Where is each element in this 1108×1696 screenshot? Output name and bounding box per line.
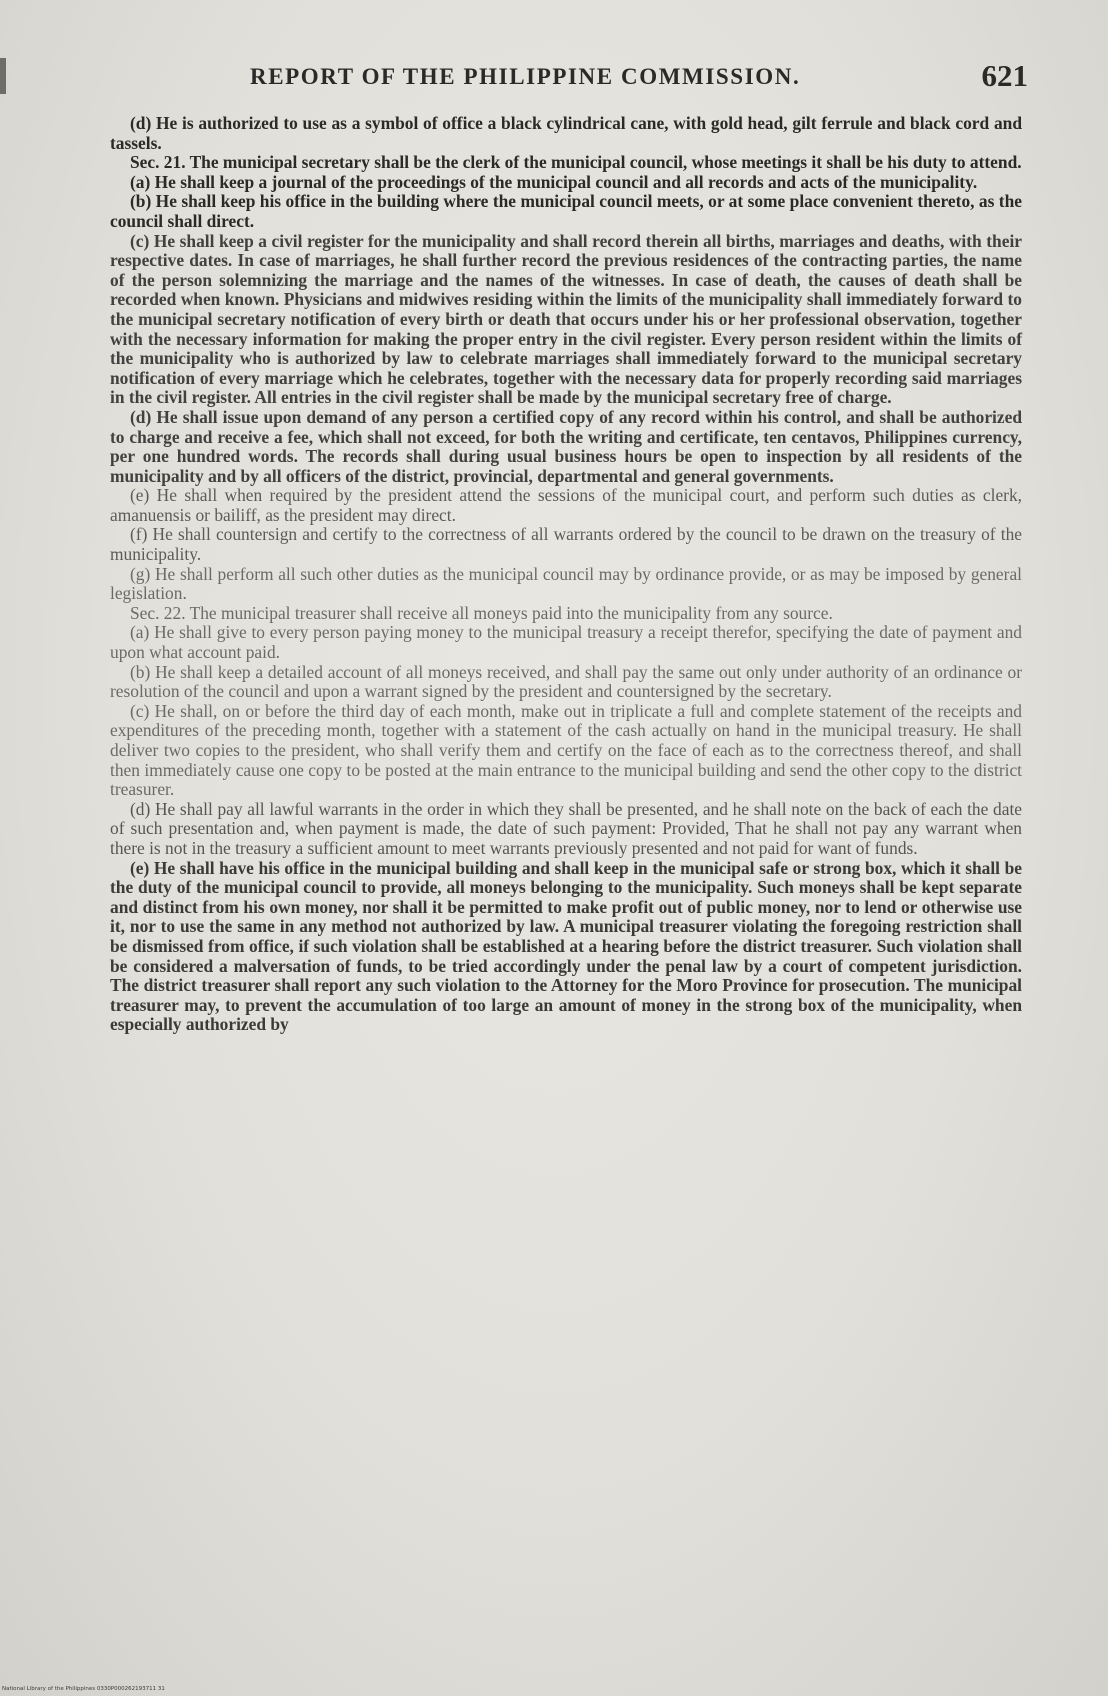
paragraph: (a) He shall give to every person paying money to the municipal treasury a receipt therefor, specifying the date of payment and upon what account paid. bbox=[110, 622, 1022, 663]
paragraph: Sec. 22. The municipal treasurer shall receive all moneys paid into the municipality from any source. bbox=[130, 602, 833, 623]
page-header bbox=[110, 58, 1030, 100]
paragraph: (d) He is authorized to use as a symbol of office a black cylindrical cane, with gold head, gilt ferrule and black cord and tassels. bbox=[110, 113, 1022, 153]
paragraph: Sec. 21. The municipal secretary shall be the clerk of the municipal council, whose meetings it shall be his duty to attend. bbox=[130, 152, 1022, 173]
body-text bbox=[110, 114, 1022, 1035]
paragraph: (c) He shall, on or before the third day of each month, make out in triplicate a full and complete statement of the receipts and expenditures of the preceding month, together with a statement of the cash actually on hand in the municipal treasury. He shall deliver two copies to the president, who shall verify them and certify on the face of each as to the correctness thereof, and shall then immediately cause one copy to be posted at the main entrance to the municipal building and send the other copy to the district treasurer. bbox=[110, 700, 1022, 800]
paragraph: (b) He shall keep his office in the building where the municipal council meets, or at some place convenient thereto, as the council shall direct. bbox=[110, 191, 1022, 231]
paragraph: (g) He shall perform all such other duties as the municipal council may by ordinance provide, or as may be imposed by general legislation. bbox=[110, 563, 1022, 604]
paragraph: (a) He shall keep a journal of the proceedings of the municipal council and all records and acts of the municipality. bbox=[130, 171, 978, 192]
paragraph: (e) He shall when required by the president attend the sessions of the municipal court, and perform such duties as clerk, amanuensis or bailiff, as the president may direct. bbox=[110, 485, 1022, 525]
paragraph: (d) He shall pay all lawful warrants in the order in which they shall be presented, and he shall note on the back of each the date of such presentation and, when payment is made, the date of such payment: Provided, That he shall not pay any warrant when there is not in the treasury a sufficient amount to meet warrants previously presented and not paid for want of funds. bbox=[110, 798, 1022, 858]
paragraph: (b) He shall keep a detailed account of all moneys received, and shall pay the same out only under authority of an ordinance or resolution of the council and upon a warrant signed by the president and countersigned by the secretary. bbox=[110, 661, 1022, 702]
running-title: REPORT OF THE PHILIPPINE COMMISSION. bbox=[250, 64, 801, 89]
paragraph: (f) He shall countersign and certify to the correctness of all warrants ordered by the council to be drawn on the treasury of the municipality. bbox=[110, 524, 1022, 565]
scan-edge-mark bbox=[0, 58, 6, 94]
paragraph: (d) He shall issue upon demand of any person a certified copy of any record within his control, and shall be authorized to charge and receive a fee, which shall not exceed, for both the writing and certificate, ten centavos, Philippines currency, per one hundred words. The records shall during usual business hours be open to inspection by all residents of the municipality and by all officers of the district, provincial, departmental and general governments. bbox=[110, 406, 1022, 486]
page-number: 621 bbox=[981, 58, 1028, 93]
paragraph: (c) He shall keep a civil register for the municipality and shall record therein all births, marriages and deaths, with their respective dates. In case of marriages, he shall further record the previous residences of the contracting parties, the name of the person solemnizing the marriage and the names of the witnesses. In case of death, the causes of death shall be recorded when known. Physicians and midwives residing within the limits of the municipality shall immediately forward to the municipal secretary notification of every birth or death that occurs under his or her professional observation, together with the necessary information for making the proper entry in the civil register. Every person resident within the limits of the municipality who is authorized by law to celebrate marriages shall immediately forward to the municipal secretary notification of every marriage which he celebrates, together with the necessary data for properly recording said marriages in the civil register. All entries in the civil register shall be made by the municipal secretary free of charge. bbox=[110, 230, 1022, 408]
paragraph: (e) He shall have his office in the municipal building and shall keep in the municipal safe or strong box, which it shall be the duty of the municipal council to provide, all moneys belonging to the municipality. Such moneys shall be kept separate and distinct from his own money, nor shall it be permitted to make profit out of public money, nor to lend or otherwise use it, nor to use the same in any method not authorized by law. A municipal treasurer violating the foregoing restriction shall be dismissed from office, if such violation shall be established at a hearing before the district treasurer. Such violation shall be considered a malversation of funds, to be tried accordingly under the penal law by a court of competent jurisdiction. The district treasurer shall report any such violation to the Attorney for the Moro Province for prosecution. The municipal treasurer may, to prevent the accumulation of too large an amount of money in the strong box of the municipality, when especially authorized by bbox=[110, 857, 1022, 1035]
footer-imprint: National Library of the Philippines 0330P000262193711 31 bbox=[2, 1686, 165, 1692]
